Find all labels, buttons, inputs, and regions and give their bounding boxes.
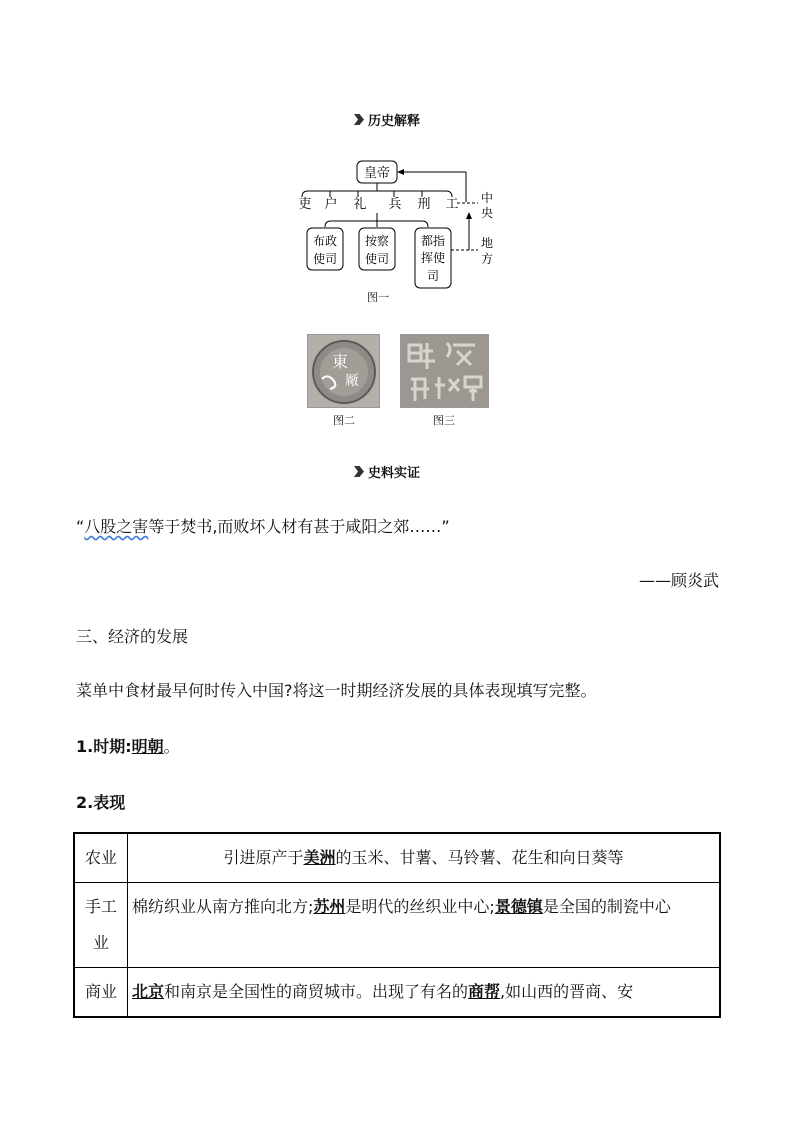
quote-author: ——顾炎武	[638, 571, 719, 590]
image-caption: 图二	[333, 414, 355, 427]
table-category-cell: 农业	[74, 833, 128, 883]
emperor-label: 皇帝	[363, 166, 391, 181]
section-heading-historical-evidence	[354, 462, 420, 481]
quote-open: “	[76, 517, 85, 536]
svg-text:地: 地	[480, 236, 494, 250]
table-row	[74, 833, 720, 883]
section-title: 历史解释	[368, 114, 421, 129]
quote-emphasis: 八股之害	[84, 517, 149, 536]
svg-text:東: 東	[331, 352, 349, 371]
svg-text:厰: 厰	[345, 373, 359, 389]
ministry-label: 礼	[353, 197, 367, 212]
table-content-cell	[128, 833, 721, 883]
question-text: 菜单中食材最早何时传入中国?将这一时期经济发展的具体表现填写完整。	[76, 681, 597, 700]
answer-text: 景德镇	[494, 897, 543, 916]
content-text: 和南京是全国性的商贸城市。出现了有名的	[164, 982, 469, 1001]
section-heading-economy: 三、经济的发展	[76, 627, 189, 646]
diagram-caption: 图一	[367, 291, 389, 304]
seal-image-east-depot	[307, 334, 380, 408]
table-row	[74, 968, 720, 1018]
svg-text:都指: 都指	[420, 234, 446, 248]
content-text: 引进原产于	[223, 848, 304, 867]
svg-text:司: 司	[426, 269, 440, 283]
inscription-image	[400, 334, 489, 408]
content-text: 是全国的制瓷中心	[542, 897, 671, 916]
section-marker-icon	[354, 114, 364, 125]
svg-text:挥使: 挥使	[420, 251, 446, 265]
quote-text	[76, 514, 450, 537]
ministry-label: 刑	[417, 197, 431, 212]
ministry-label: 工	[445, 197, 459, 212]
item-end: 。	[163, 737, 180, 756]
svg-text:按察: 按察	[364, 234, 390, 248]
section-heading-history-explanation	[354, 110, 420, 129]
ministry-label: 户	[324, 197, 338, 212]
table-content-cell	[128, 968, 721, 1018]
table-row	[74, 883, 720, 968]
answer-text: 北京	[132, 982, 165, 1001]
svg-text:使司: 使司	[312, 252, 338, 266]
section-title: 史料实证	[368, 466, 421, 481]
item-period	[76, 734, 180, 757]
answer-text: 美洲	[303, 848, 336, 867]
image-caption: 图三	[433, 414, 455, 427]
item-label: 1.时期:	[76, 737, 132, 756]
svg-text:中: 中	[480, 191, 494, 205]
item-manifestation: 2.表现	[76, 793, 126, 812]
economy-table	[73, 832, 721, 1018]
svg-text:方: 方	[480, 252, 494, 266]
svg-text:布政: 布政	[312, 234, 338, 248]
answer-text: 商帮	[468, 982, 501, 1001]
government-structure-diagram	[290, 155, 510, 305]
content-text: 是明代的丝织业中心;	[345, 897, 495, 916]
answer-text: 苏州	[313, 897, 346, 916]
svg-text:央: 央	[480, 206, 494, 220]
table-content-cell	[128, 883, 721, 968]
section-marker-icon	[354, 466, 364, 477]
table-category-cell: 商业	[74, 968, 128, 1018]
content-text: ,如山西的晋商、安	[500, 982, 634, 1001]
svg-text:使司: 使司	[364, 252, 390, 266]
ministry-label: 兵	[388, 197, 402, 212]
ministry-label: 吏	[298, 197, 312, 212]
table-category-cell: 手工业	[74, 883, 128, 968]
item-answer: 明朝	[131, 737, 164, 756]
content-text: 棉纺织业从南方推向北方;	[132, 897, 314, 916]
content-text: 的玉米、甘薯、马铃薯、花生和向日葵等	[335, 848, 624, 867]
quote-rest: 等于焚书,而败坏人材有甚于咸阳之郊……”	[148, 517, 450, 536]
